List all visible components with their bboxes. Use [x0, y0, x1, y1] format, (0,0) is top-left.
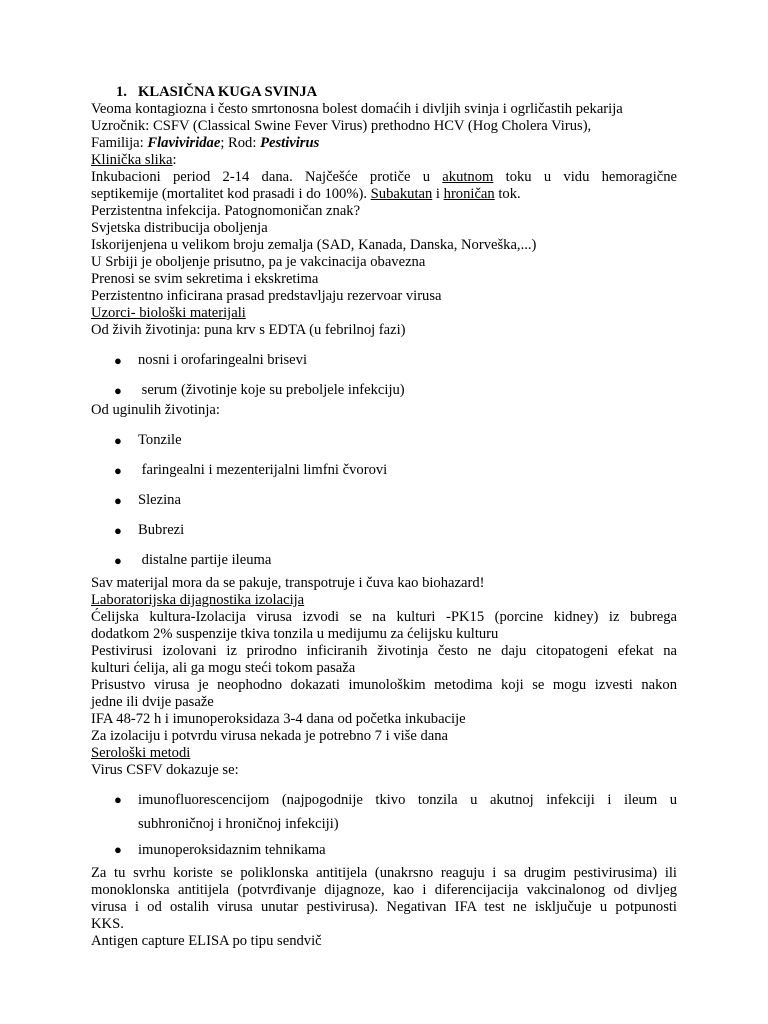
document-page [91, 84, 677, 950]
familija-value: Flaviviridae [147, 135, 221, 151]
zivi-sample-list [91, 352, 677, 399]
bullet-icon: ● [114, 493, 122, 508]
text-line: Iskorijenjena u velikom broju zemalja (SAD, Kanada, Danska, Norveška,...) [91, 237, 537, 253]
paragraph-line: Ćelijska kultura-Izolacija virusa izvodi se na kulturi -PK15 (porcine kidney) iz bubrega [91, 609, 677, 625]
section-number: 1. [116, 84, 127, 100]
paragraph-line: jedne ili dvije pasaže [91, 694, 214, 710]
list-item-text: distalne partije ileuma [138, 552, 272, 568]
bullet-icon: ● [114, 792, 122, 807]
taxonomy-line [91, 135, 677, 152]
text-line: U Srbiji je oboljenje prisutno, pa je vakcinacija obavezna [91, 254, 426, 270]
paragraph-line: Za tu svrhu koriste se poliklonska antitijela (unakrsno reaguju i sa drugim pestivirusima) ili [91, 865, 677, 881]
sero-method-list [91, 788, 677, 862]
intro-line: Uzročnik: CSFV (Classical Swine Fever Virus) prethodno HCV (Hog Cholera Virus), [91, 118, 592, 134]
list-item [91, 432, 677, 449]
heading-colon: : [172, 152, 177, 168]
text-line: Perzistentna infekcija. Patognomoničan znak? [91, 203, 361, 219]
klinicka-heading [91, 152, 677, 169]
text-span: Inkubacioni period 2-14 dana. Najčešće protiče u [91, 169, 443, 185]
list-item-text: Bubrezi [138, 522, 185, 538]
list-item [91, 492, 677, 509]
uginuli-sample-list [91, 432, 677, 569]
text-span: tok. [494, 186, 521, 202]
bullet-icon: ● [114, 842, 122, 857]
list-item-text: nosni i orofaringealni brisevi [138, 352, 308, 368]
text-line: Svjetska distribucija oboljenja [91, 220, 268, 236]
text-line: IFA 48-72 h i imunoperoksidaza 3-4 dana od početka inkubacije [91, 711, 466, 727]
lab-heading [91, 592, 677, 609]
familija-label: Familija: [91, 135, 148, 151]
text-line: Sav materijal mora da se pakuje, transpotruje i čuva kao biohazard! [91, 575, 485, 591]
bullet-icon: ● [114, 523, 122, 538]
text-line: Prenosi se svim sekretima i ekskretima [91, 271, 319, 287]
list-item [91, 552, 677, 569]
paragraph-line: Pestivirusi izolovani iz prirodno inficiranih životinja često ne daju citopatogeni efekat na [91, 643, 677, 659]
heading-text: Uzorci- biološki materijali [91, 305, 246, 321]
list-item-text: serum (životinje koje su preboljele infekciju) [138, 382, 405, 398]
uzorci-heading [91, 305, 677, 322]
text-line: Od živih životinja: puna krv s EDTA (u febrilnoj fazi) [91, 322, 406, 338]
text-span: toku u vidu hemoragične [493, 169, 677, 185]
text-span: septikemije (mortalitet kod prasadi i do 100%). [91, 186, 371, 202]
text-line: Za izolaciju i potvrdu virusa nekada je potrebno 7 i više dana [91, 728, 449, 744]
list-item-text: subhroničnoj i hroničnoj infekciji) [138, 816, 339, 832]
rod-value: Pestivirus [260, 135, 320, 151]
section-title [91, 84, 677, 101]
paragraph-line: monoklonska antitijela (potvrđivanje dijagnoze, kao i diferencijacija vakcinalonog od divljeg [91, 882, 677, 898]
list-item-text: imunofluorescencijom (najpogodnije tkivo tonzila u akutnoj infekciji i ileum u [138, 792, 677, 808]
text-line: Antigen capture ELISA po tipu sendvič [91, 933, 322, 949]
paragraph-line [91, 169, 677, 186]
intro-line: Veoma kontagiozna i često smrtonosna bolest domaćih i divljih svinja i ogrličastih pekarija [91, 101, 623, 117]
bullet-icon: ● [114, 463, 122, 478]
bullet-icon: ● [114, 433, 122, 448]
list-item [91, 522, 677, 539]
paragraph-line: virusa i od ostalih virusa unutar pestivirusa). Negativan IFA test ne isključuje u potpunosti [91, 899, 677, 915]
bullet-icon: ● [114, 383, 122, 398]
bullet-icon: ● [114, 553, 122, 568]
underlined-term: akutnom [442, 169, 494, 185]
text-line: Od uginulih životinja: [91, 402, 220, 418]
paragraph-line [91, 186, 677, 203]
list-item [91, 352, 677, 369]
text-line: Perzistentno inficirana prasad predstavljaju rezervoar virusa [91, 288, 442, 304]
text-line: Virus CSFV dokazuje se: [91, 762, 239, 778]
list-item-text: Tonzile [138, 432, 182, 448]
list-item-text: imunoperoksidaznim tehnikama [138, 842, 326, 858]
sero-heading [91, 745, 677, 762]
heading-text: Laboratorijska dijagnostika izolacija [91, 592, 305, 608]
paragraph-line: KKS. [91, 916, 124, 932]
paragraph-line: dodatkom 2% suspenzije tkiva tonzila u medijumu za ćelijsku kulturu [91, 626, 499, 642]
bullet-icon: ● [114, 353, 122, 368]
rod-label: ; Rod: [220, 135, 261, 151]
underlined-term: Subakutan [370, 186, 433, 202]
text-span: i [432, 186, 444, 202]
paragraph-line: Prisustvo virusa je neophodno dokazati imunološkim metodima koji se mogu izvesti nakon [91, 677, 677, 693]
underlined-term: hroničan [443, 186, 495, 202]
heading-text: Klinička slika [91, 152, 173, 168]
list-item [91, 462, 677, 479]
list-item [91, 788, 677, 836]
list-item [91, 382, 677, 399]
section-title-text: KLASIČNA KUGA SVINJA [138, 84, 318, 100]
list-item-text: Slezina [138, 492, 181, 508]
list-item-text: faringealni i mezenterijalni limfni čvorovi [138, 462, 388, 478]
paragraph-line: kulturi ćelija, ali ga mogu steći tokom pasaža [91, 660, 356, 676]
list-item [91, 838, 677, 862]
heading-text: Serološki metodi [91, 745, 191, 761]
